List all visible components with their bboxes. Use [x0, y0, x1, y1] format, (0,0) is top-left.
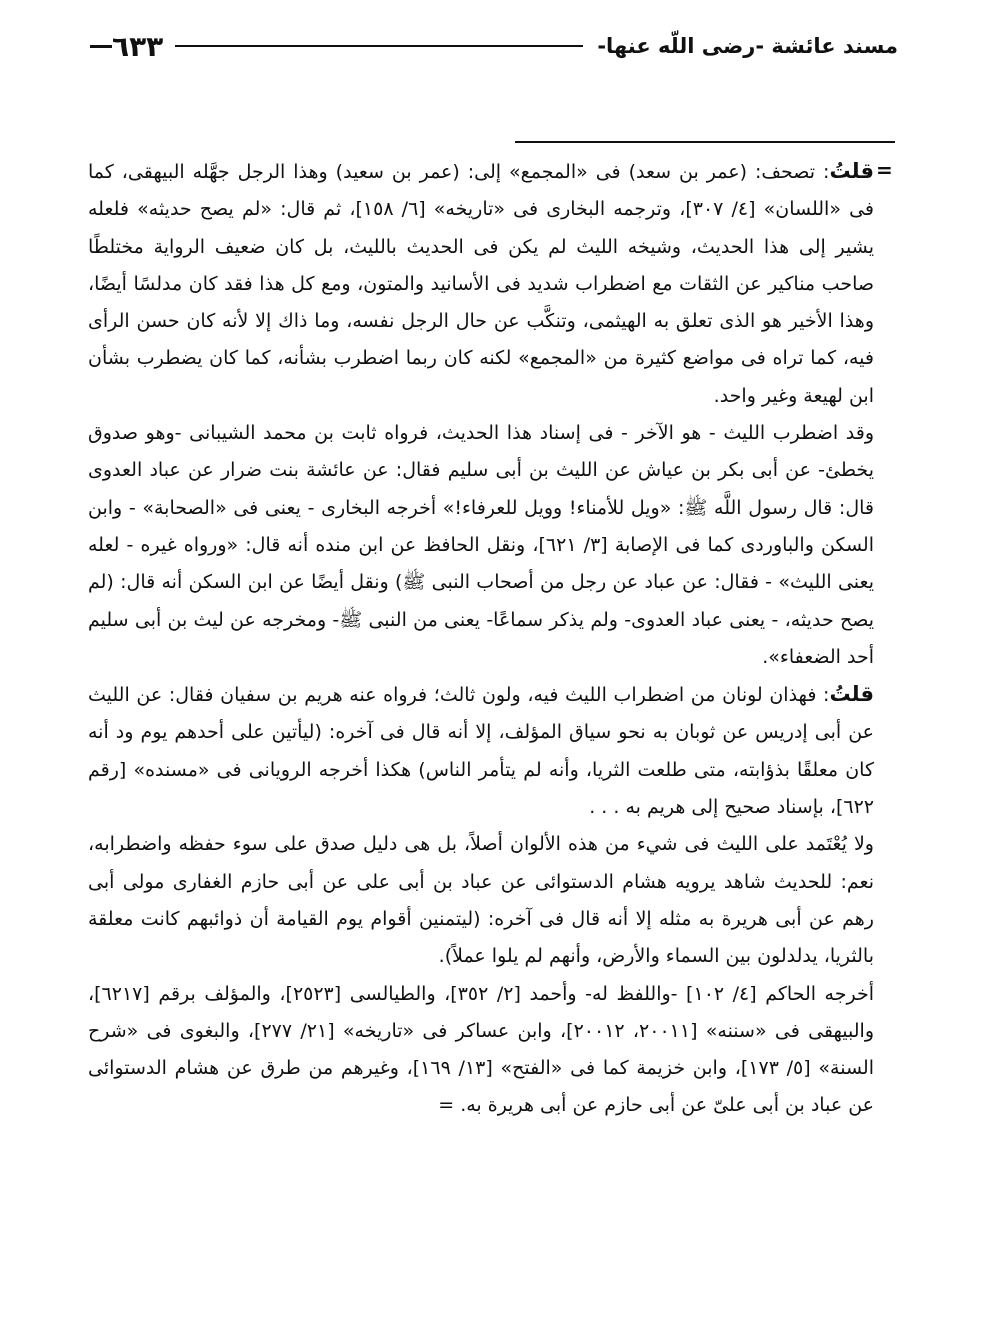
running-header [90, 26, 898, 66]
paragraph-2 [88, 415, 874, 676]
paragraph-4 [88, 826, 874, 975]
paragraph-1 [88, 153, 874, 415]
paragraph-5 [88, 976, 874, 1125]
page-number: ٦٣٣ [112, 29, 164, 63]
paragraph-3 [88, 676, 874, 826]
paragraph-1-text: : تصحف: (عمر بن سعد) فى «المجمع» إلى: (عمر بن سعيد) وهذا الرجل جهَّله البيهقى، كما فى «اللسان» [٤/ ٣٠٧]، وترجمه البخارى فى «تاريخه» [٦/ ١٥٨]، ثم قال: «لم يصح حديثه» فلعله يشير إلى هذا الحديث، وشيخه الليث لم يكن فى الحديث بالليث، بل كان ضعيف الرواية مختلطًا صاحب مناكير عن الثقات مع اضطراب شديد فى الأسانيد والمتون، ومع كل هذا فقد كان مدلسًا أيضًا، وهذا الأخير هو الذى تعلق به الهيثمى، وتنكَّب عن حال الرجل نفسه، وما ذاك إلا لأنه كان حسن الرأى فيه، كما تراه فى مواضع كثيرة من «المجمع» لكنه كان ربما اضطرب بشأنه، كما كان يضطرب بشأن ابن لهيعة وغير واحد. [88, 161, 874, 407]
footnote-separator [515, 141, 895, 143]
continuation-mark: = [876, 158, 893, 182]
header-title: مسند عائشة -رضى اللّه عنها- [597, 34, 898, 58]
paragraph-1-lead: قلتُ [829, 159, 874, 183]
footnote-body [88, 153, 874, 1125]
header-rule [175, 45, 583, 47]
paragraph-3-text: : فهذان لونان من اضطراب الليث فيه، ولون ثالث؛ فرواه عنه هريم بن سفيان فقال: عن الليث عن أبى إدريس عن ثوبان به نحو سياق المؤلف، إلا أنه قال فى آخره: (ليأتين على أحدهم يوم ود أنه كان معلقًا بذؤابته، متى طلعت الثريا، وأنه لم يتأمر الناس) هكذا أخرجه الرويانى فى «مسنده» [رقم ٦٢٢]، بإسناد صحيح إلى هريم به . . . [88, 684, 874, 819]
paragraph-3-lead: قلتُ [829, 682, 874, 707]
paragraph-2-text: وقد اضطرب الليث - هو الآخر - فى إسناد هذا الحديث، فرواه ثابت بن محمد الشيبانى -وهو صدوق يخطئ- عن أبى بكر بن عياش عن الليث بن أبى سليم فقال: عن عائشة بنت ضرار عن عباد العدوى قال: قال رسول اللَّه ﷺ: «ويل للأمناء! وويل للعرفاء!» أخرجه البخارى - يعنى فى «الصحابة» - وابن السكن والباوردى كما فى الإصابة [٣/ ٦٢١]، ونقل الحافظ عن ابن منده أنه قال: «ورواه غيره - لعله يعنى الليث» - فقال: عن عباد عن رجل من أصحاب النبى ﷺ) ونقل أيضًا عن ابن السكن أنه قال: (لم يصح حديثه، - يعنى عباد العدوى- ولم يذكر سماعًا- يعنى من النبى ﷺ- ومخرجه عن ليث بن أبى سليم أحد الضعفاء». [88, 422, 874, 668]
paragraph-4-text: ولا يُعْتَمد على الليث فى شيء من هذه الألوان أصلاً، بل هى دليل صدق على سوء حفظه واضطرابه، نعم: للحديث شاهد يرويه هشام الدستوائى عن عباد بن أبى على عن أبى حازم الغفارى مولى أبى رهم عن أبى هريرة به مثله إلا أنه قال فى آخره: (ليتمنين أقوام يوم القيامة أن ذوائبهم كانت معلقة بالثريا، يدلدلون بين السماء والأرض، وأنهم لم يلوا عملاً). [88, 833, 874, 968]
header-dash [90, 45, 112, 48]
paragraph-5-text: أخرجه الحاكم [٤/ ١٠٢] -واللفظ له- وأحمد [٢/ ٣٥٢]، والطيالسى [٢٥٢٣]، والمؤلف برقم [٦٢١٧]، والبيهقى فى «سننه» [٢٠٠١١، ٢٠٠١٢]، وابن عساكر فى «تاريخه» [٢١/ ٢٧٧]، والبغوى فى «شرح السنة» [٥/ ١٧٣]، وابن خزيمة كما فى «الفتح» [١٣/ ١٦٩]، وغيرهم من طرق عن هشام الدستوائى عن عباد بن أبى علىّ عن أبى حازم عن أبى هريرة به. = [88, 982, 874, 1117]
